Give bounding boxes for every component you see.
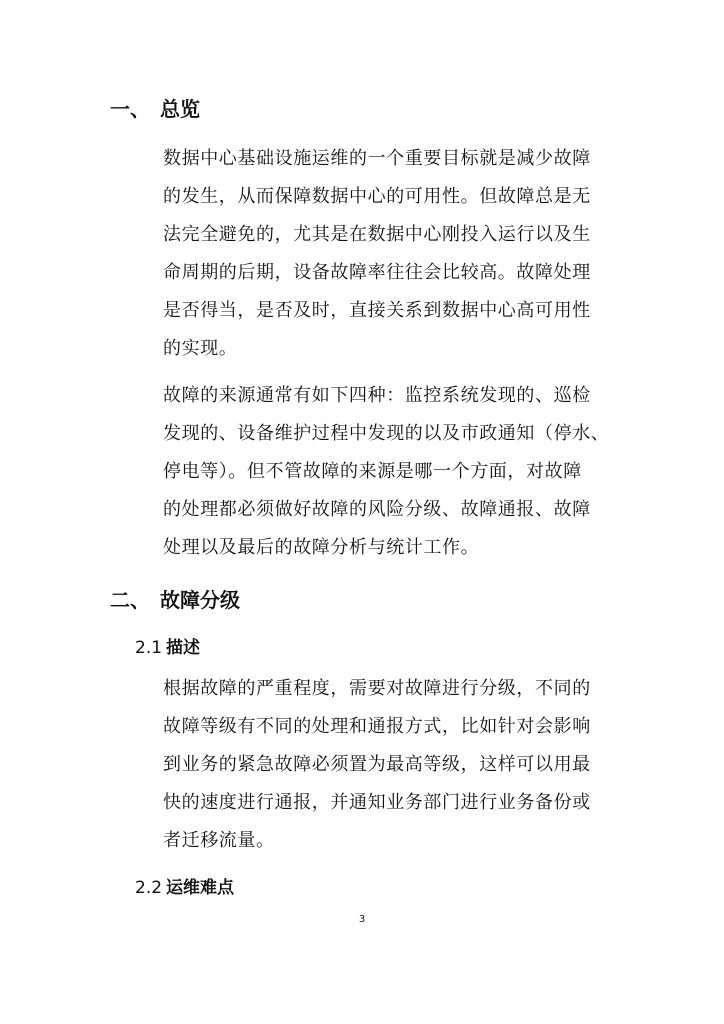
subsection-2-2-heading — [135, 876, 234, 900]
text-line: 发现的、设备维护过程中发现的以及市政通知（停水、 — [163, 423, 610, 444]
text-line: 故障等级有不同的处理和通报方式，比如针对会影响 — [163, 716, 591, 737]
section-1-heading — [110, 95, 200, 123]
subsection-2-1-heading — [135, 636, 200, 660]
subsection-2-1-title: 描述 — [166, 638, 201, 658]
section-1-number: 一、 — [110, 97, 150, 121]
section-2-number: 二、 — [110, 588, 150, 612]
text-line: 的实现。 — [163, 338, 238, 359]
text-line: 的发生，从而保障数据中心的可用性。但故障总是无 — [163, 186, 591, 207]
section-1-paragraph-2 — [163, 377, 623, 567]
text-line: 快的速度进行通报，并通知业务部门进行业务备份或 — [163, 792, 591, 813]
text-line: 命周期的后期，设备故障率往往会比较高。故障处理 — [163, 262, 591, 283]
text-line: 到业务的紧急故障必须置为最高等级，这样可以用最 — [163, 754, 591, 775]
section-2-title: 故障分级 — [160, 588, 240, 612]
section-1-paragraph-1 — [163, 140, 623, 368]
text-line: 根据故障的严重程度，需要对故障进行分级，不同的 — [163, 678, 591, 699]
text-line: 的处理都必须做好故障的风险分级、故障通报、故障 — [163, 499, 591, 520]
subsection-2-2-title: 运维难点 — [166, 878, 235, 898]
text-line: 故障的来源通常有如下四种：监控系统发现的、巡检 — [163, 385, 591, 406]
section-2-heading — [110, 586, 240, 614]
page-number: 3 — [358, 914, 366, 925]
text-line: 法完全避免的，尤其是在数据中心刚投入运行以及生 — [163, 224, 591, 245]
text-line: 停电等）。但不管故障的来源是哪一个方面，对故障 — [163, 461, 582, 482]
text-line: 是否得当，是否及时，直接关系到数据中心高可用性 — [163, 300, 591, 321]
subsection-2-1-paragraph — [163, 670, 623, 860]
text-line: 数据中心基础设施运维的一个重要目标就是减少故障 — [163, 148, 591, 169]
text-line: 者迁移流量。 — [163, 830, 275, 851]
text-line: 处理以及最后的故障分析与统计工作。 — [163, 537, 480, 558]
subsection-2-2-number: 2.2 — [135, 878, 163, 898]
section-1-title: 总览 — [160, 97, 200, 121]
subsection-2-1-number: 2.1 — [135, 638, 163, 658]
